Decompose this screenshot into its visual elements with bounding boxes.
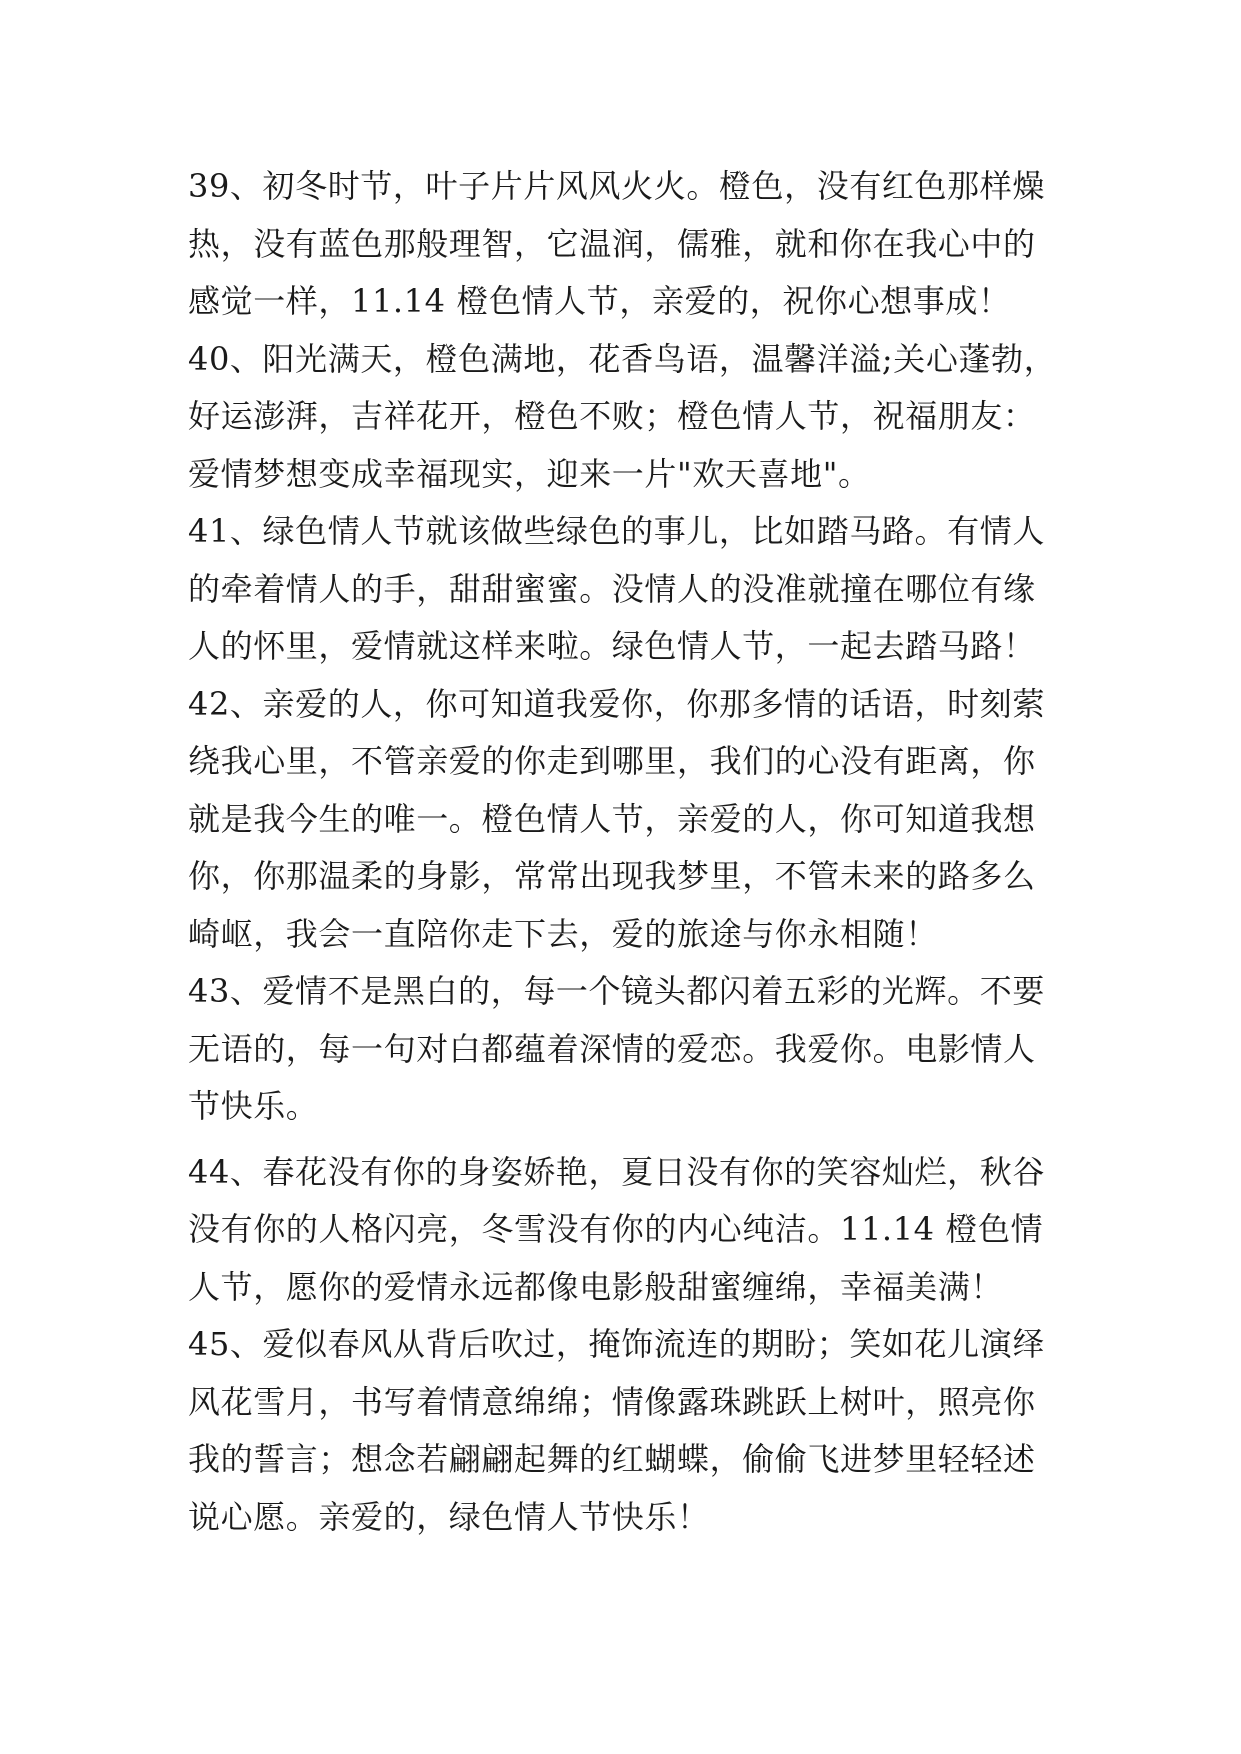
text-line: 无语的，每一句对白都蕴着深情的爱恋。我爱你。电影情人	[188, 1029, 1036, 1068]
text-line: 人的怀里，爱情就这样来啦。绿色情人节，一起去踏马路！	[188, 627, 1036, 665]
paragraph-42	[188, 676, 1058, 964]
paragraph-39	[188, 158, 1058, 331]
text-line: 45、爱似春风从背后吹过，掩饰流连的期盼；笑如花儿演绎	[188, 1325, 1045, 1363]
paragraph-43	[188, 963, 1058, 1136]
text-line: 爱情梦想变成幸福现实，迎来一片"欢天喜地"。	[188, 454, 871, 493]
paragraph-41	[188, 503, 1058, 676]
text-line: 40、阳光满天，橙色满地，花香鸟语，温馨洋溢;关心蓬勃，	[188, 339, 1057, 378]
paragraph-45	[188, 1316, 1058, 1546]
text-line: 热，没有蓝色那般理智，它温润，儒雅，就和你在我心中的	[188, 224, 1036, 263]
text-line: 39、初冬时节，叶子片片风风火火。橙色，没有红色那样燥	[188, 167, 1045, 205]
text-line: 人节，愿你的爱情永远都像电影般甜蜜缠绵，幸福美满！	[188, 1267, 1004, 1306]
text-line: 绕我心里，不管亲爱的你走到哪里，我们的心没有距离，你	[188, 742, 1036, 780]
text-line: 节快乐。	[188, 1087, 319, 1125]
text-line: 就是我今生的唯一。橙色情人节，亲爱的人，你可知道我想	[188, 799, 1036, 838]
text-line: 的牵着情人的手，甜甜蜜蜜。没情人的没准就撞在哪位有缘	[188, 569, 1036, 608]
paragraph-spacer	[188, 1136, 1058, 1144]
text-line: 说心愿。亲爱的，绿色情人节快乐！	[188, 1497, 710, 1536]
paragraph-44	[188, 1144, 1058, 1317]
text-line: 风花雪月，书写着情意绵绵；情像露珠跳跃上树叶，照亮你	[188, 1382, 1036, 1421]
text-line: 42、亲爱的人，你可知道我爱你，你那多情的话语，时刻萦	[188, 684, 1045, 723]
document-body	[188, 158, 1058, 1546]
text-line: 崎岖，我会一直陪你走下去，爱的旅途与你永相随！	[188, 914, 938, 953]
text-line: 你，你那温柔的身影，常常出现我梦里，不管未来的路多么	[188, 857, 1036, 895]
text-line: 41、绿色情人节就该做些绿色的事儿，比如踏马路。有情人	[188, 512, 1045, 550]
text-line: 44、春花没有你的身姿娇艳，夏日没有你的笑容灿烂，秋谷	[188, 1152, 1045, 1191]
paragraph-40	[188, 331, 1058, 504]
text-line: 没有你的人格闪亮，冬雪没有你的内心纯洁。11.14 橙色情	[188, 1210, 1044, 1248]
text-line: 我的誓言；想念若翩翩起舞的红蝴蝶，偷偷飞进梦里轻轻述	[188, 1440, 1036, 1478]
text-line: 43、爱情不是黑白的，每一个镜头都闪着五彩的光辉。不要	[188, 972, 1045, 1010]
text-line: 感觉一样，11.14 橙色情人节，亲爱的，祝你心想事成！	[188, 282, 1011, 320]
text-line: 好运澎湃，吉祥花开，橙色不败；橙色情人节，祝福朋友：	[188, 397, 1036, 435]
